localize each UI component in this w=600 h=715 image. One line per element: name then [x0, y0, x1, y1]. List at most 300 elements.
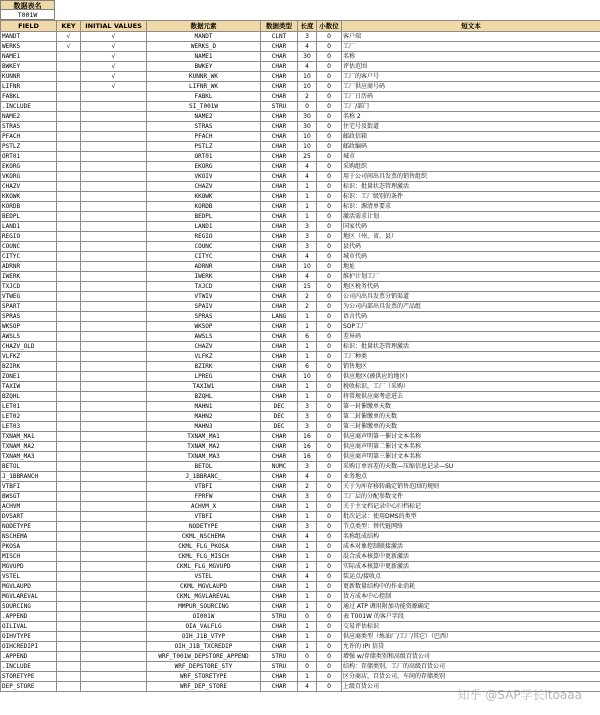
cell-decimals: 0	[317, 152, 342, 162]
cell-key	[57, 542, 81, 552]
cell-field: BETOL	[1, 462, 57, 472]
cell-decimals: 0	[317, 132, 342, 142]
cell-type: CHAR	[261, 202, 298, 212]
cell-length: 3	[298, 522, 317, 532]
cell-short-text: 工厂日历码	[342, 92, 600, 102]
cell-field: SPART	[1, 302, 57, 312]
cell-element: AWSLS	[147, 332, 261, 342]
cell-element: CHAZV	[147, 342, 261, 352]
cell-initial	[81, 352, 147, 362]
table-row	[1, 102, 600, 112]
cell-key	[57, 402, 81, 412]
cell-decimals: 0	[317, 332, 342, 342]
cell-element: WKSOP	[147, 322, 261, 332]
cell-length: 16	[298, 442, 317, 452]
cell-short-text: 名称	[342, 52, 600, 62]
cell-decimals: 0	[317, 282, 342, 292]
cell-element: NAME1	[147, 52, 261, 62]
cell-initial	[81, 122, 147, 132]
cell-decimals: 0	[317, 562, 342, 572]
cell-key	[57, 192, 81, 202]
cell-length: 0	[298, 652, 317, 662]
cell-initial	[81, 222, 147, 232]
cell-element: COUNC	[147, 242, 261, 252]
cell-short-text: 更新数量结构中的作业消耗	[342, 582, 600, 592]
cell-field: AWSLS	[1, 332, 57, 342]
cell-short-text: 业务地点	[342, 472, 600, 482]
cell-field: IWERK	[1, 272, 57, 282]
cell-key	[57, 452, 81, 462]
header-data-type: 数据类型	[261, 21, 298, 32]
cell-element: SPRAS	[147, 312, 261, 322]
cell-type: CHAR	[261, 592, 298, 602]
cell-type: NUMC	[261, 462, 298, 472]
cell-short-text: 标识：源清单要求	[342, 202, 600, 212]
cell-type: CHAR	[261, 112, 298, 122]
header-field: FIELD	[1, 21, 57, 32]
cell-key	[57, 152, 81, 162]
cell-initial	[81, 162, 147, 172]
cell-initial	[81, 382, 147, 392]
cell-field: VSTEL	[1, 572, 57, 582]
table-row	[1, 132, 600, 142]
cell-key	[57, 512, 81, 522]
cell-length: 4	[298, 572, 317, 582]
cell-element: OIH_J1B_TXCREDIP	[147, 642, 261, 652]
cell-type: CHAR	[261, 222, 298, 232]
cell-length: 1	[298, 622, 317, 632]
cell-type: CHAR	[261, 622, 298, 632]
cell-decimals: 0	[317, 442, 342, 452]
cell-length: 3	[298, 492, 317, 502]
table-row	[1, 342, 600, 352]
cell-field: MGVLAUPD	[1, 582, 57, 592]
table-row	[1, 482, 600, 492]
cell-key	[57, 652, 81, 662]
cell-short-text: 城市	[342, 152, 600, 162]
cell-initial	[81, 252, 147, 262]
cell-type: STRU	[261, 652, 298, 662]
cell-length: 1	[298, 382, 317, 392]
cell-field: NAME2	[1, 112, 57, 122]
cell-field: DEP_STORE	[1, 682, 57, 692]
cell-decimals: 0	[317, 672, 342, 682]
cell-element: OIH_J1B_VTYP	[147, 632, 261, 642]
cell-type: CHAR	[261, 332, 298, 342]
cell-key	[57, 592, 81, 602]
cell-key	[57, 612, 81, 622]
cell-field: TXNAM_MA1	[1, 432, 57, 442]
cell-length: 1	[298, 202, 317, 212]
cell-short-text: 县代码	[342, 242, 600, 252]
cell-element: ORT01	[147, 152, 261, 162]
cell-key	[57, 122, 81, 132]
cell-type: CHAR	[261, 382, 298, 392]
cell-field: MGVUPD	[1, 562, 57, 572]
cell-short-text: 邮政编码	[342, 142, 600, 152]
cell-key	[57, 282, 81, 292]
cell-short-text: 维护计划工厂	[342, 272, 600, 282]
cell-short-text: 关于为库存移转确定销售范围的规则	[342, 482, 600, 492]
cell-type: CHAR	[261, 302, 298, 312]
table-row	[1, 422, 600, 432]
cell-type: CHAR	[261, 642, 298, 652]
cell-element: MAHN3	[147, 422, 261, 432]
cell-length: 4	[298, 172, 317, 182]
table-row	[1, 362, 600, 372]
cell-initial	[81, 242, 147, 252]
cell-short-text: 第二封催缴单的天数	[342, 412, 600, 422]
table-row	[1, 232, 600, 242]
cell-length: 6	[298, 362, 317, 372]
cell-element: OIA_VALFLG	[147, 622, 261, 632]
cell-decimals: 0	[317, 372, 342, 382]
cell-short-text: 增强 w/存储类别和高级百货公司	[342, 652, 600, 662]
cell-length: 3	[298, 462, 317, 472]
cell-decimals: 0	[317, 482, 342, 492]
cell-type: CHAR	[261, 342, 298, 352]
cell-initial	[81, 612, 147, 622]
cell-element: BZIRK	[147, 362, 261, 372]
table-row	[1, 372, 600, 382]
cell-type: CHAR	[261, 572, 298, 582]
cell-type: CHAR	[261, 452, 298, 462]
cell-field: BZQHL	[1, 392, 57, 402]
table-row	[1, 82, 600, 92]
cell-short-text: 批次记录：使用DMS的类型	[342, 512, 600, 522]
cell-type: CHAR	[261, 282, 298, 292]
cell-key	[57, 582, 81, 592]
cell-initial	[81, 282, 147, 292]
cell-length: 1	[298, 562, 317, 572]
table-row	[1, 642, 600, 652]
cell-field: STRAS	[1, 122, 57, 132]
table-row	[1, 272, 600, 282]
cell-length: 1	[298, 542, 317, 552]
cell-initial	[81, 442, 147, 452]
cell-decimals: 0	[317, 582, 342, 592]
table-row	[1, 602, 600, 612]
cell-key	[57, 432, 81, 442]
cell-element: VKOIV	[147, 172, 261, 182]
cell-key	[57, 182, 81, 192]
cell-decimals: 0	[317, 112, 342, 122]
cell-decimals: 0	[317, 522, 342, 532]
table-row	[1, 442, 600, 452]
cell-element: IWERK	[147, 272, 261, 282]
cell-initial	[81, 492, 147, 502]
cell-type: CHAR	[261, 602, 298, 612]
cell-field: ADRNR	[1, 262, 57, 272]
cell-decimals: 0	[317, 212, 342, 222]
cell-length: 2	[298, 482, 317, 492]
cell-decimals: 0	[317, 552, 342, 562]
cell-field: NAME1	[1, 52, 57, 62]
cell-element: MAHN2	[147, 412, 261, 422]
cell-decimals: 0	[317, 492, 342, 502]
cell-decimals: 0	[317, 222, 342, 232]
cell-type: CHAR	[261, 472, 298, 482]
cell-initial	[81, 372, 147, 382]
cell-key	[57, 272, 81, 282]
cell-type: STRU	[261, 662, 298, 672]
cell-short-text: 采购订单容差的天数—压缩信息记录—SU	[342, 462, 600, 472]
cell-field: VTBFI	[1, 482, 57, 492]
cell-decimals: 0	[317, 432, 342, 442]
cell-element: LPREG	[147, 372, 261, 382]
cell-initial	[81, 142, 147, 152]
cell-key	[57, 352, 81, 362]
cell-type: LANG	[261, 312, 298, 322]
table-row	[1, 412, 600, 422]
cell-type: CHAR	[261, 122, 298, 132]
cell-field: BWSGT	[1, 492, 57, 502]
cell-field: PSTLZ	[1, 142, 57, 152]
cell-short-text: 交易评估标识	[342, 622, 600, 632]
cell-key	[57, 572, 81, 582]
cell-field: DVSART	[1, 512, 57, 522]
cell-field: ORT01	[1, 152, 57, 162]
cell-length: 1	[298, 602, 317, 612]
cell-short-text: 客户端	[342, 32, 600, 42]
cell-short-text: 节点类型：替代链网络	[342, 522, 600, 532]
cell-type: CHAR	[261, 62, 298, 72]
cell-field: TXNAM_MA2	[1, 442, 57, 452]
cell-initial: √	[81, 62, 147, 72]
table-row	[1, 662, 600, 672]
cell-decimals: 0	[317, 592, 342, 602]
cell-short-text: 第三封催缴单的天数	[342, 422, 600, 432]
cell-field: WERKS	[1, 42, 57, 52]
cell-element: WRF_STORETYPE	[147, 672, 261, 682]
cell-element: BETOL	[147, 462, 261, 472]
cell-short-text: 工厂层的分配参数文件	[342, 492, 600, 502]
cell-element: BEDPL	[147, 212, 261, 222]
table-row	[1, 492, 600, 502]
cell-key	[57, 632, 81, 642]
cell-field: KKOWK	[1, 192, 57, 202]
cell-type: CHAR	[261, 132, 298, 142]
cell-short-text: 工厂的客户号	[342, 72, 600, 82]
cell-initial	[81, 422, 147, 432]
cell-key	[57, 602, 81, 612]
field-table	[0, 20, 600, 692]
cell-key	[57, 622, 81, 632]
cell-field: LET02	[1, 412, 57, 422]
cell-decimals: 0	[317, 102, 342, 112]
cell-key	[57, 62, 81, 72]
cell-short-text: 为公司内部出具发票的产品组	[342, 302, 600, 312]
cell-short-text: 工厂/部门	[342, 102, 600, 112]
table-row	[1, 592, 600, 602]
table-row	[1, 572, 600, 582]
cell-initial	[81, 402, 147, 412]
cell-key	[57, 472, 81, 482]
cell-initial	[81, 322, 147, 332]
table-row	[1, 112, 600, 122]
table-row	[1, 242, 600, 252]
cell-key	[57, 292, 81, 302]
cell-initial: √	[81, 82, 147, 92]
cell-element: BZQHL	[147, 392, 261, 402]
cell-decimals: 0	[317, 322, 342, 332]
cell-type: CHAR	[261, 42, 298, 52]
cell-length: 1	[298, 512, 317, 522]
cell-type: CHAR	[261, 372, 298, 382]
cell-element: CKML_NSCHEMA	[147, 532, 261, 542]
cell-element: ADRNR	[147, 262, 261, 272]
table-row	[1, 302, 600, 312]
cell-initial	[81, 512, 147, 522]
cell-length: 30	[298, 122, 317, 132]
cell-initial	[81, 602, 147, 612]
cell-type: DEC	[261, 422, 298, 432]
cell-length: 16	[298, 452, 317, 462]
cell-field: TXJCD	[1, 282, 57, 292]
cell-key	[57, 522, 81, 532]
cell-initial	[81, 192, 147, 202]
cell-type: CHAR	[261, 482, 298, 492]
table-row	[1, 142, 600, 152]
cell-field: COUNC	[1, 242, 57, 252]
cell-type: CHAR	[261, 552, 298, 562]
table-row	[1, 62, 600, 72]
table-row	[1, 542, 600, 552]
cell-type: CHAR	[261, 152, 298, 162]
cell-type: CHAR	[261, 362, 298, 372]
cell-decimals: 0	[317, 32, 342, 42]
cell-initial	[81, 432, 147, 442]
cell-key	[57, 312, 81, 322]
cell-element: PSTLZ	[147, 142, 261, 152]
cell-element: NAME2	[147, 112, 261, 122]
table-row	[1, 432, 600, 442]
table-row	[1, 182, 600, 192]
cell-initial	[81, 542, 147, 552]
table-row	[1, 682, 600, 692]
cell-short-text: 实际成本核算中更新激活	[342, 562, 600, 572]
cell-short-text: 语言代码	[342, 312, 600, 322]
cell-short-text: 工厂供应商号码	[342, 82, 600, 92]
table-row	[1, 562, 600, 572]
cell-type: CHAR	[261, 162, 298, 172]
cell-field: OIHCREDIPI	[1, 642, 57, 652]
cell-key	[57, 132, 81, 142]
cell-length: 10	[298, 142, 317, 152]
cell-decimals: 0	[317, 502, 342, 512]
cell-type: CHAR	[261, 172, 298, 182]
cell-length: 1	[298, 342, 317, 352]
cell-length: 10	[298, 132, 317, 142]
cell-decimals: 0	[317, 602, 342, 612]
table-row	[1, 352, 600, 362]
cell-element: CKML_FLG_MISCH	[147, 552, 261, 562]
table-row	[1, 552, 600, 562]
cell-element: KORDB	[147, 202, 261, 212]
cell-decimals: 0	[317, 52, 342, 62]
table-row	[1, 252, 600, 262]
table-row	[1, 42, 600, 52]
cell-short-text: 表 T001W 的客户字段	[342, 612, 600, 622]
cell-key	[57, 382, 81, 392]
cell-field: WKSOP	[1, 322, 57, 332]
cell-initial: √	[81, 72, 147, 82]
cell-element: PFACH	[147, 132, 261, 142]
cell-type: DEC	[261, 412, 298, 422]
cell-short-text: 城市代码	[342, 252, 600, 262]
cell-field: STORETYPE	[1, 672, 57, 682]
cell-decimals: 0	[317, 412, 342, 422]
cell-decimals: 0	[317, 42, 342, 52]
cell-field: CITYC	[1, 252, 57, 262]
cell-element: LIFNR_WK	[147, 82, 261, 92]
cell-decimals: 0	[317, 272, 342, 282]
cell-short-text: 供应商声明第二催讨文本名称	[342, 442, 600, 452]
table-row	[1, 392, 600, 402]
cell-length: 1	[298, 672, 317, 682]
cell-element: TXNAM_MA3	[147, 452, 261, 462]
cell-element: WRF_DEP_STORE	[147, 682, 261, 692]
cell-length: 1	[298, 632, 317, 642]
cell-initial	[81, 212, 147, 222]
cell-field: LIFNR	[1, 82, 57, 92]
cell-field: LET01	[1, 402, 57, 412]
cell-length: 1	[298, 182, 317, 192]
cell-type: CHAR	[261, 522, 298, 532]
cell-short-text: 地区税务代码	[342, 282, 600, 292]
cell-type: CHAR	[261, 182, 298, 192]
cell-field: MGVLAREVAL	[1, 592, 57, 602]
cell-short-text: 货方成本中心控制	[342, 592, 600, 602]
cell-initial: √	[81, 42, 147, 52]
cell-initial	[81, 132, 147, 142]
cell-type: CHAR	[261, 562, 298, 572]
cell-initial	[81, 642, 147, 652]
cell-field: PFACH	[1, 132, 57, 142]
cell-element: MANDT	[147, 32, 261, 42]
cell-type: DEC	[261, 402, 298, 412]
cell-decimals: 0	[317, 142, 342, 152]
cell-element: WRF_T001W_DEPSTORE_APPEND	[147, 652, 261, 662]
cell-type: CHAR	[261, 142, 298, 152]
table-row	[1, 502, 600, 512]
table-row	[1, 292, 600, 302]
cell-length: 4	[298, 272, 317, 282]
cell-key	[57, 242, 81, 252]
cell-field: ZONE1	[1, 372, 57, 382]
cell-initial	[81, 632, 147, 642]
cell-length: 4	[298, 252, 317, 262]
cell-element: TAXIW1	[147, 382, 261, 392]
cell-type: CHAR	[261, 92, 298, 102]
table-row	[1, 312, 600, 322]
cell-decimals: 0	[317, 62, 342, 72]
cell-element: BWKEY	[147, 62, 261, 72]
cell-initial	[81, 202, 147, 212]
cell-length: 2	[298, 292, 317, 302]
table-row	[1, 32, 600, 42]
cell-element: MAHN1	[147, 402, 261, 412]
cell-key	[57, 212, 81, 222]
cell-key	[57, 112, 81, 122]
cell-length: 2	[298, 302, 317, 312]
cell-short-text: 国家代码	[342, 222, 600, 232]
cell-type: CHAR	[261, 192, 298, 202]
cell-key	[57, 462, 81, 472]
cell-key	[57, 302, 81, 312]
cell-initial: √	[81, 32, 147, 42]
cell-decimals: 0	[317, 542, 342, 552]
